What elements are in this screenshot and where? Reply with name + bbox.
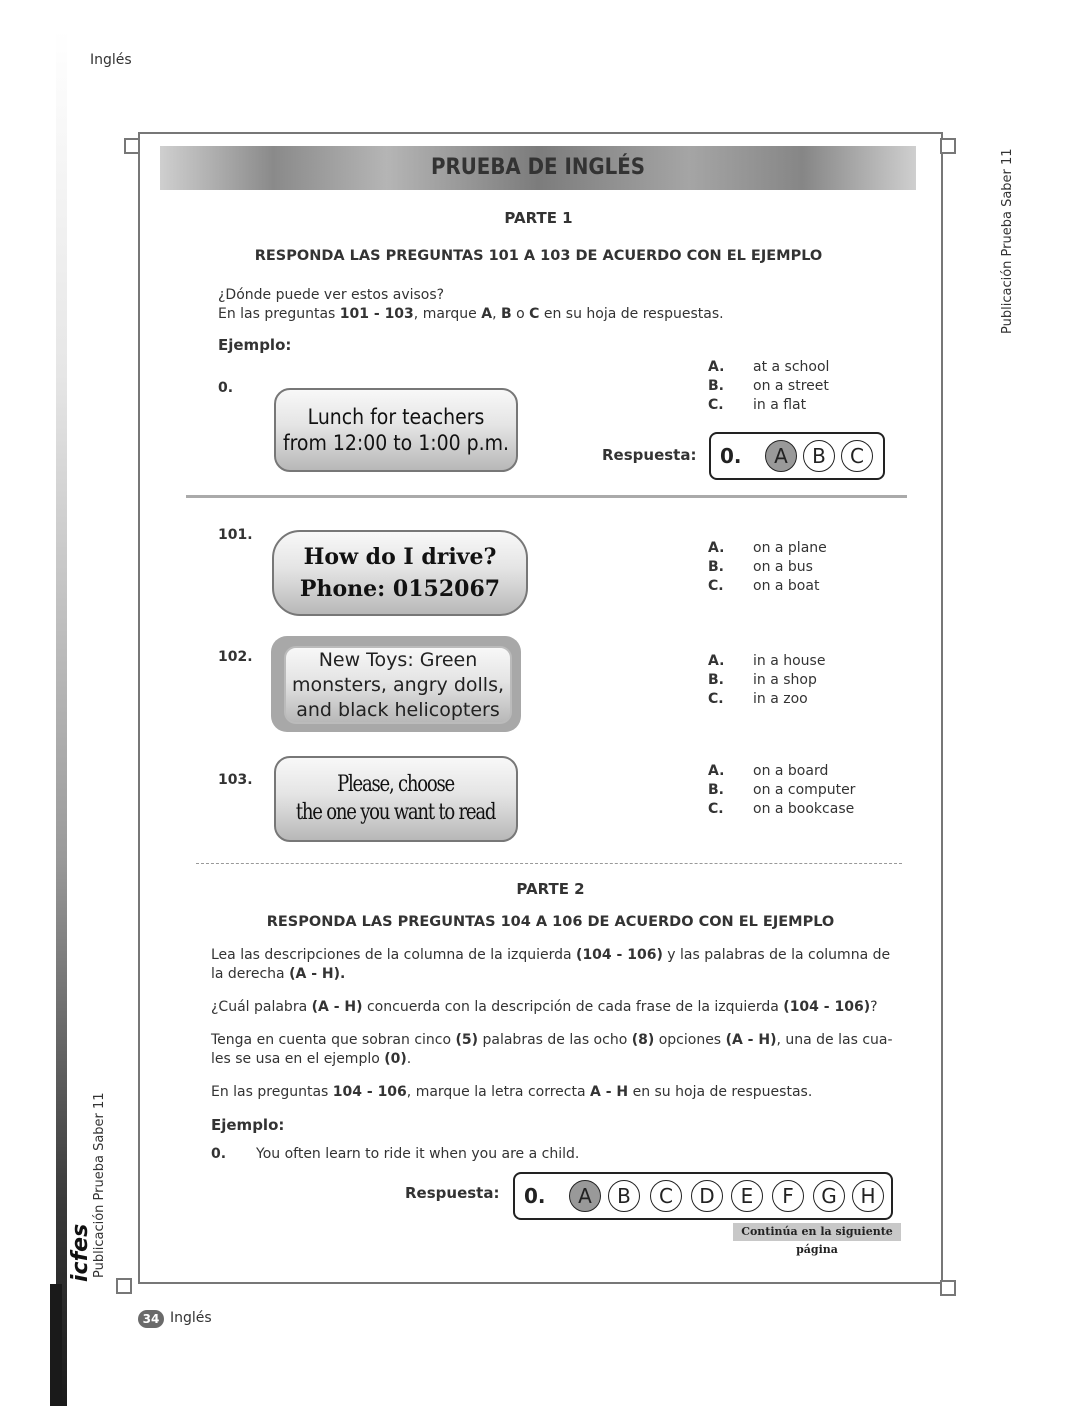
bubble-e: E [731,1180,763,1212]
option-text: in a flat [753,397,807,413]
frame-corner-tl [124,138,140,154]
text: concuerda con la descripción de cada frase de la izquierda [362,999,784,1015]
bubble-d: D [691,1180,723,1212]
example-answer-box [709,432,885,480]
bubble-a: A [569,1180,601,1212]
question-103-number: 103. [218,772,253,788]
question-101-number: 101. [218,527,253,543]
text: Tenga en cuenta que sobran cinco [211,1032,456,1048]
text: , marque [413,306,482,322]
sign-line: How do I drive? [303,544,497,570]
text: A [481,306,493,322]
text: 101 - 103 [339,306,414,322]
option-text: in a zoo [753,691,808,707]
parte1-question: ¿Dónde puede ver estos avisos? [218,287,445,303]
parte1-instruction: RESPONDA LAS PREGUNTAS 101 A 103 DE ACUERDO CON EL EJEMPLO [254,248,823,264]
option-letter: A. [708,763,725,779]
parte2-heading: PARTE 2 [516,880,585,898]
option-letter: C. [708,801,724,817]
option-a [708,358,829,377]
sign-line: monsters, angry dolls, [291,673,505,696]
text: (104 - 106) [783,999,871,1015]
continue-next-page-label: Continúa en la siguiente página [733,1223,901,1241]
sign-line: from 12:00 to 1:00 p.m. [282,431,510,455]
question-102-sign [284,646,512,724]
option-text: on a plane [753,540,827,556]
dashed-separator [196,863,902,864]
option-a [708,539,827,558]
parte2-example-number: 0. [211,1146,227,1162]
question-101-options [708,539,827,596]
example-answer-label: Respuesta: [602,446,697,464]
frame-corner-bl [116,1278,132,1294]
bubble-c: C [841,440,873,472]
text: (A - H) [725,1032,777,1048]
bubble-b: B [608,1180,640,1212]
bubble-f: F [772,1180,804,1212]
option-c [708,577,827,596]
text: ? [870,999,878,1015]
parte2-paragraph-4 [211,1083,901,1102]
sign-line: Lunch for teachers [307,405,485,429]
option-b [708,558,827,577]
option-letter: B. [708,782,724,798]
option-letter: B. [708,672,724,688]
text: C [529,306,540,322]
sign-line: Phone: 0152067 [299,576,501,602]
text: (5) [455,1032,479,1048]
option-text: on a computer [753,782,856,798]
text: (104 - 106) [576,947,663,963]
option-text: on a bookcase [753,801,855,817]
example-options [708,358,829,415]
parte2-answer-box [513,1172,893,1220]
parte2-instruction: RESPONDA LAS PREGUNTAS 104 A 106 DE ACUERDO CON EL EJEMPLO [266,914,835,930]
option-letter: A. [708,540,725,556]
bubble-c: C [650,1180,682,1212]
option-a [708,652,825,671]
question-103-sign [274,756,518,842]
question-103-sign-text [274,771,517,827]
text: A - H [590,1084,629,1100]
text: , una de las cua-les se usa en el ejemplo [211,1032,893,1067]
text: (A - H). [289,966,346,982]
text: opciones [654,1032,726,1048]
parte2-answer-label: Respuesta: [405,1184,500,1202]
question-102-number: 102. [218,649,253,665]
text: , marque la letra correcta [406,1084,590,1100]
option-b [708,671,825,690]
sign-line: New Toys: Green [318,648,478,671]
icfes-logo [40,1200,93,1282]
text: palabras de las ocho [478,1032,632,1048]
text: ¿Cuál palabra [211,999,312,1015]
text: y las palabras de la columna de la derecha [211,947,891,982]
option-c [708,396,829,415]
question-102-sign-text [292,648,504,723]
option-b [708,781,855,800]
option-c [708,800,855,819]
text: Lea las descripciones de la columna de la izquierda [211,947,577,963]
right-side-label [984,148,1015,336]
option-text: on a board [753,763,829,779]
option-text: in a house [753,653,826,669]
question-103-options [708,762,855,819]
text: en su hoja de respuestas. [539,306,724,322]
right-side-label-text: Publicación Prueba Saber 11 [1000,148,1015,334]
answer-number: 0. [720,444,742,468]
option-letter: B. [708,559,724,575]
page-number-badge: 34 [138,1310,164,1328]
option-text: on a street [753,378,829,394]
text: en su hoja de respuestas. [628,1084,813,1100]
frame-corner-br [940,1280,956,1296]
bubble-b: B [803,440,835,472]
text: , [492,306,501,322]
parte1-example-label: Ejemplo: [218,336,292,354]
option-a [708,762,855,781]
example-sign-text [283,404,509,456]
header-subject: Inglés [90,52,132,68]
option-text: on a bus [753,559,813,575]
option-letter: B. [708,378,724,394]
sign-line: and black helicopters [296,698,500,721]
option-text: at a school [753,359,830,375]
page-title: PRUEBA DE INGLÉS [430,155,646,180]
answer-number: 0. [524,1184,546,1208]
text: En las preguntas [211,1084,333,1100]
text: (8) [631,1032,655,1048]
option-text: in a shop [753,672,817,688]
text: B [501,306,512,322]
bubble-g: G [813,1180,845,1212]
question-101-sign [272,530,528,616]
parte2-example-label: Ejemplo: [211,1116,285,1134]
text: o [511,306,530,322]
left-dark-bar [50,1284,62,1406]
footer-subject: Inglés [170,1310,212,1326]
example-number: 0. [218,380,234,396]
text: (0) [384,1051,407,1067]
option-text: on a boat [753,578,820,594]
icfes-logo-text: icfes [68,1223,93,1282]
text: 104 - 106 [332,1084,407,1100]
left-side-label-text: Publicación Prueba Saber 11 [92,1092,107,1278]
option-b [708,377,829,396]
example-sign [274,388,518,472]
option-c [708,690,825,709]
option-letter: C. [708,397,724,413]
parte2-paragraph-3 [211,1031,901,1069]
frame-corner-tr [940,138,956,154]
question-102-options [708,652,825,709]
option-letter: C. [708,691,724,707]
question-101-sign-text [300,541,500,605]
parte2-paragraph-1 [211,946,901,984]
text: (A - H) [311,999,363,1015]
option-letter: A. [708,653,725,669]
parte1-mark-line [218,305,898,324]
text: En las preguntas [218,306,340,322]
bubble-h: H [852,1180,884,1212]
text: . [406,1051,412,1067]
parte2-example-text: You often learn to ride it when you are a child. [256,1146,580,1162]
bubble-a: A [765,440,797,472]
parte1-heading: PARTE 1 [504,209,573,227]
parte2-paragraph-2 [211,998,901,1017]
sign-line: the one you want to read [296,800,496,825]
option-letter: C. [708,578,724,594]
sign-line: Please, choose [337,772,455,797]
option-letter: A. [708,359,725,375]
section-separator [186,495,907,498]
